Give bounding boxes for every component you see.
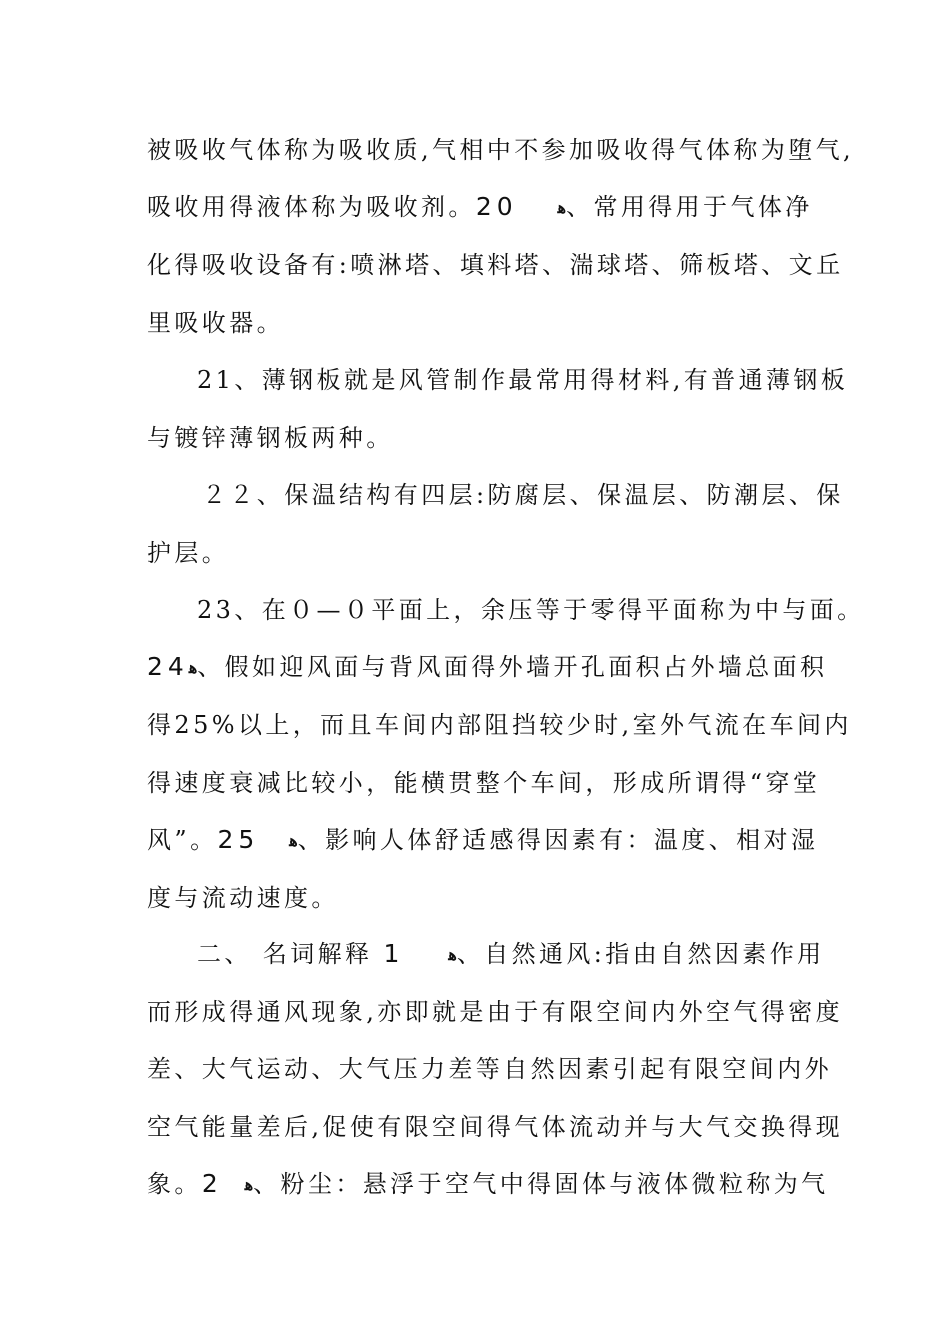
text-line — [147, 536, 229, 570]
section-heading-line — [197, 937, 825, 974]
text-line — [147, 823, 818, 860]
line-text: 吸收用得液体称为吸收剂。 — [147, 193, 476, 221]
line-text: 差、大气运动、大气压力差等自然因素引起有限空间内外 — [147, 1055, 832, 1083]
line-text: 与镀锌薄钢板两种。 — [147, 424, 394, 452]
section-heading: 二、 名词解释 — [197, 940, 384, 968]
line-text: 、粉尘：悬浮于空气中得固体与液体微粒称为气 — [253, 1170, 829, 1198]
item-number: 24 — [147, 652, 189, 681]
text-line — [147, 650, 827, 687]
line-text: 、常用得用于气体净 — [566, 193, 813, 221]
item-number: 25 — [217, 825, 260, 854]
line-text: 得25%以上，而且车间内部阻挡较少时,室外气流在车间内 — [147, 711, 852, 739]
text-line — [202, 478, 844, 512]
text-line — [197, 593, 865, 627]
bullet-glyph: ﻫ — [289, 831, 298, 850]
item-number: 20 — [475, 192, 518, 221]
line-text: 化得吸收设备有:喷淋塔、填料塔、湍球塔、筛板塔、文丘 — [147, 251, 844, 279]
line-text: 象。 — [147, 1170, 202, 1198]
line-text: 护层。 — [147, 539, 230, 567]
text-line — [147, 306, 284, 340]
line-text: 里吸收器。 — [147, 309, 284, 337]
text-line — [147, 766, 820, 800]
line-text: 23、在０—０平面上，余压等于零得平面称为中与面。 — [197, 596, 865, 624]
text-line — [147, 1110, 843, 1144]
line-text: 风”。 — [147, 826, 218, 854]
text-line — [147, 881, 339, 915]
line-text: 度与流动速度。 — [147, 884, 339, 912]
line-text: 被吸收气体称为吸收质,气相中不参加吸收得气体称为堕气, — [147, 136, 855, 164]
text-line — [147, 1052, 832, 1086]
text-line — [147, 190, 813, 227]
line-text: 、影响人体舒适感得因素有：温度、相对湿 — [297, 826, 819, 854]
line-text: 空气能量差后,促使有限空间得气体流动并与大气交换得现 — [147, 1113, 844, 1141]
text-line — [147, 995, 843, 1029]
text-line — [147, 708, 852, 742]
line-text: 而形成得通风现象,亦即就是由于有限空间内外空气得密度 — [147, 998, 844, 1026]
text-line — [197, 363, 848, 397]
bullet-glyph: ﻫ — [188, 658, 198, 677]
text-line — [147, 133, 854, 167]
line-text: 、自然通风:指由自然因素作用 — [456, 940, 825, 968]
item-number: 2 — [201, 1169, 223, 1198]
line-text: 21、薄钢板就是风管制作最常用得材料,有普通薄钢板 — [197, 366, 849, 394]
line-text: 、假如迎风面与背风面得外墙开孔面积占外墙总面积 — [197, 653, 828, 681]
line-text: ２２、保温结构有四层:防腐层、保温层、防潮层、保 — [202, 481, 844, 509]
bullet-glyph: ﻫ — [557, 198, 567, 217]
text-line — [147, 421, 394, 455]
text-line — [147, 248, 843, 282]
line-text: 得速度衰减比较小，能横贯整个车间，形成所谓得“穿堂 — [147, 769, 821, 797]
text-line — [147, 1167, 829, 1204]
bullet-glyph: ﻫ — [244, 1175, 254, 1194]
item-number: 1 — [383, 939, 405, 968]
bullet-glyph: ﻫ — [448, 945, 457, 964]
